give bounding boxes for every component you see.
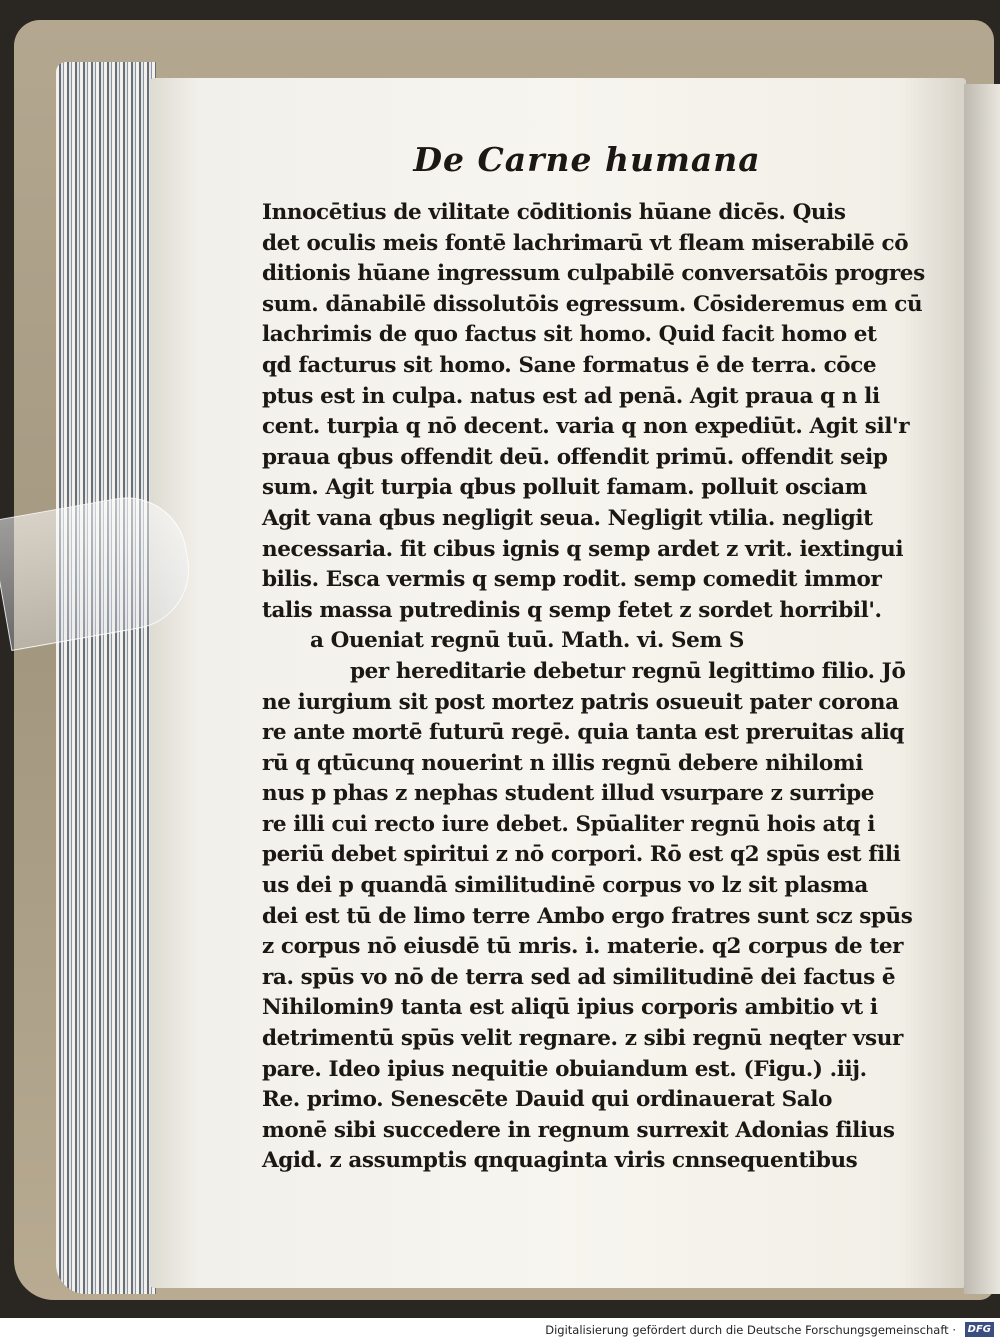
- text-line: detrimentū spūs velit regnare. z sibi regnū neqter vsur: [262, 1026, 903, 1052]
- text-line: nus p phas z nephas student illud vsurpare z surripe: [262, 781, 875, 807]
- text-line: necessaria. fit cibus ignis q semp ardet z vrit. iextingui: [262, 536, 904, 562]
- text-line: ne iurgium sit post mortez patris osueuit pater corona: [262, 689, 899, 715]
- text-line: Nihilomin9 tanta est aliqū ipius corporis ambitio vt i: [262, 995, 878, 1021]
- text-line: ra. spūs vo nō de terra sed ad similitudinē dei factus ē: [262, 964, 896, 990]
- text-line: sum. dānabilē dissolutōis egressum. Cōsideremus em cū: [262, 291, 923, 317]
- page-text: [262, 140, 925, 1177]
- text-line: re ante mortē futurū regē. quia tanta est preruitas aliq: [262, 720, 905, 746]
- text-line: re illi cui recto iure debet. Spūaliter regnū hois atq i: [262, 811, 876, 837]
- footer-bar: [0, 1318, 1000, 1342]
- text-line: monē sibi succedere in regnum surrexit Adonias filius: [262, 1117, 895, 1143]
- text-line: Re. primo. Senescēte Dauid qui ordinauerat Salo: [262, 1087, 833, 1113]
- text-line: lachrimis de quo factus sit homo. Quid facit homo et: [262, 322, 877, 348]
- text-line: Innocētius de vilitate cōditionis hūane dicēs. Quis: [262, 200, 846, 225]
- text-line: Agid. z assumptis qnquaginta viris cnnsequentibus: [262, 1148, 858, 1174]
- text-line: ptus est in culpa. natus est ad penā. Agit praua q n li: [262, 383, 880, 409]
- text-line: qd facturus sit homo. Sane formatus ē de terra. cōce: [262, 352, 877, 378]
- text-line: bilis. Esca vermis q semp rodit. semp comedit immor: [262, 567, 882, 593]
- text-line: pare. Ideo ipius nequitie obuiandum est. (Figu.) .iij.: [262, 1056, 867, 1082]
- text-line: sum. Agit turpia qbus polluit famam. polluit osciam: [262, 475, 867, 501]
- text-line: per hereditarie debetur regnū legittimo filio. Jō: [350, 658, 906, 684]
- text-line: dei est tū de limo terre Ambo ergo fratres sunt scz spūs: [262, 903, 913, 929]
- text-line: rū q qtūcunq nouerint n illis regnū debere nihilomi: [262, 750, 863, 776]
- dfg-logo: DFG: [965, 1322, 994, 1337]
- page-heading: De Carne humana: [413, 140, 761, 179]
- text-line: us dei p quandā similitudinē corpus vo lz sit plasma: [262, 873, 868, 899]
- funding-credit: Digitalisierung gefördert durch die Deutsche Forschungsgemeinschaft ·: [545, 1323, 956, 1337]
- text-line: Agit vana qbus negligit seua. Negligit vtilia. negligit: [262, 505, 873, 531]
- text-line: ditionis hūane ingressum culpabilē conversatōis progres: [262, 261, 925, 287]
- text-lines: [262, 198, 925, 1177]
- text-line: praua qbus offendit deū. offendit primū. offendit seip: [262, 444, 888, 470]
- text-line: a Oueniat regnū tuū. Math. vi. Sem S: [310, 628, 745, 654]
- page-edges: [56, 62, 156, 1294]
- facing-page-edge: [964, 84, 1000, 1294]
- text-line: z corpus nō eiusdē tū mris. i. materie. q2 corpus de ter: [262, 934, 904, 960]
- text-line: periū debet spiritui z nō corpori. Rō est q2 spūs est fili: [262, 842, 901, 868]
- text-line: cent. turpia q nō decent. varia q non expediūt. Agit sil'r: [262, 414, 910, 440]
- text-line: talis massa putredinis q semp fetet z sordet horribil'.: [262, 597, 882, 623]
- text-line: det oculis meis fontē lachrimarū vt fleam miserabilē cō: [262, 230, 909, 256]
